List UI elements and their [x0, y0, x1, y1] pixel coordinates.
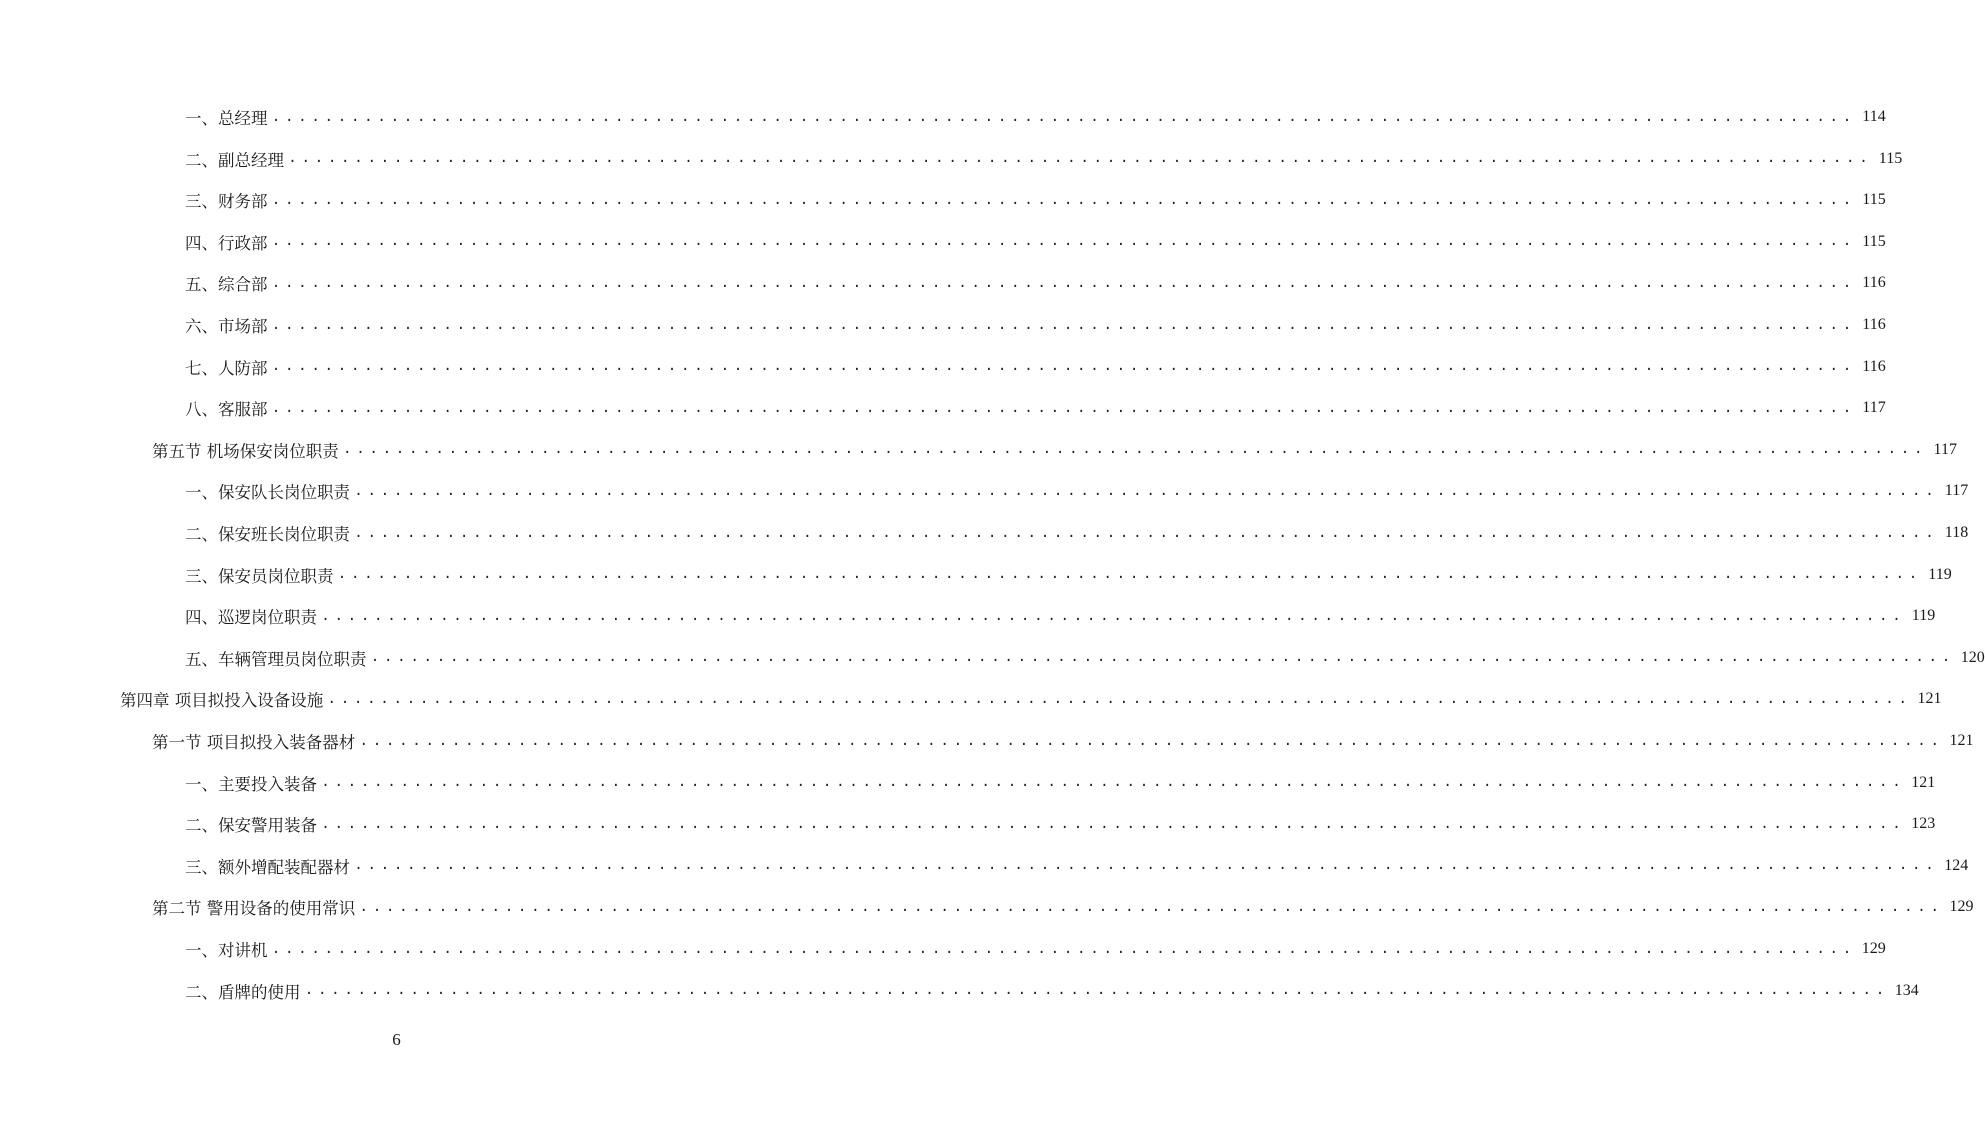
toc-entry: [152, 436, 1957, 464]
toc-leader-dots: ........................................................................................................................: [321, 774, 1906, 792]
toc-leader-dots: ........................................................................................................................: [271, 358, 1856, 376]
toc-leader-dots: ........................................................................................................................: [342, 441, 1927, 459]
toc-entry: [185, 186, 1886, 214]
toc-leader-dots: ........................................................................................................................: [321, 607, 1906, 625]
toc-entry-page: 123: [1911, 815, 1936, 833]
toc-entry-title: 三、额外增配装配器材: [185, 857, 350, 877]
toc-entry: [185, 561, 1952, 589]
toc-entry: [185, 103, 1886, 131]
toc-entry: [185, 228, 1886, 256]
toc-entry-title: 二、保安警用装备: [185, 816, 317, 836]
toc-entry-page: 120: [1960, 648, 1985, 666]
toc-entry: [185, 602, 1936, 630]
toc-entry-title: 六、市场部: [185, 317, 268, 336]
toc-entry-title: 一、总经理: [185, 109, 268, 128]
page-number: 6: [392, 1030, 401, 1049]
toc-entry-title: 七、人防部: [185, 358, 268, 378]
toc-leader-dots: ........................................................................................................................: [354, 524, 1939, 542]
toc-entry: [185, 477, 1969, 505]
toc-entry: [185, 852, 1969, 880]
toc-entry-title: 第一节 项目拟投入装备器材: [152, 733, 356, 752]
toc-entry: [185, 145, 1903, 173]
toc-entry-title: 二、盾牌的使用: [185, 982, 301, 1002]
toc-entry-title: 五、车辆管理员岗位职责: [185, 649, 367, 669]
toc-entry-page: 129: [1949, 898, 1974, 916]
toc-leader-dots: ........................................................................................................................: [354, 482, 1939, 500]
toc-entry-page: 115: [1878, 149, 1903, 167]
toc-leader-dots: ........................................................................................................................: [327, 690, 1912, 708]
toc-entry-page: 117: [1944, 482, 1969, 500]
toc-entry-title: 一、保安队长岗位职责: [185, 483, 350, 503]
toc-leader-dots: ........................................................................................................................: [271, 274, 1856, 292]
toc-entry-page: 119: [1928, 565, 1952, 583]
toc-leader-dots: ........................................................................................................................: [370, 649, 1955, 667]
toc-leader-dots: ........................................................................................................................: [271, 233, 1856, 251]
toc-entry-title: 四、巡逻岗位职责: [185, 608, 317, 628]
toc-leader-dots: ........................................................................................................................: [359, 898, 1944, 916]
toc-entry: [185, 311, 1886, 339]
toc-entry: [185, 394, 1886, 422]
toc-entry-page: 116: [1862, 316, 1886, 333]
toc-entry-page: 119: [1911, 607, 1936, 625]
toc-entry: [185, 644, 1985, 672]
toc-leader-dots: ........................................................................................................................: [271, 191, 1856, 209]
toc-leader-dots: ........................................................................................................................: [337, 566, 1922, 584]
toc-entry-page: 117: [1862, 399, 1886, 417]
toc-leader-dots: ........................................................................................................................: [304, 982, 1889, 1000]
toc-entry-title: 一、主要投入装备: [185, 774, 317, 794]
toc-entry: [185, 269, 1886, 297]
toc-entry-page: 121: [1911, 773, 1936, 791]
toc-entry: [120, 685, 1942, 713]
toc-entry: [185, 977, 1919, 1005]
toc-leader-dots: ........................................................................................................................: [354, 857, 1939, 875]
toc-entry-title: 二、保安班长岗位职责: [185, 525, 350, 544]
toc-entry-page: 114: [1862, 108, 1886, 125]
toc-entry-title: 第五节 机场保安岗位职责: [152, 441, 339, 461]
toc-entry-page: 134: [1894, 981, 1919, 999]
toc-entry-page: 124: [1944, 856, 1969, 874]
toc-entry: [185, 519, 1969, 547]
toc-entry-title: 一、对讲机: [185, 941, 268, 960]
toc-entry: [185, 769, 1936, 797]
toc-entry-page: 129: [1861, 940, 1886, 957]
toc-entry-title: 第二节 警用设备的使用常识: [152, 899, 356, 919]
toc-entry: [152, 893, 1974, 921]
toc-entry-page: 117: [1933, 440, 1957, 458]
toc-leader-dots: ........................................................................................................................: [271, 940, 1856, 958]
toc-entry-title: 四、行政部: [185, 233, 268, 253]
toc-entry-page: 116: [1862, 274, 1886, 292]
toc-entry-title: 三、保安员岗位职责: [185, 566, 334, 586]
toc-entry: [185, 810, 1936, 838]
toc-entry-page: 115: [1862, 191, 1886, 209]
toc-leader-dots: ........................................................................................................................: [321, 815, 1906, 833]
toc-entry-title: 第四章 项目拟投入设备设施: [120, 691, 324, 711]
toc-entry-title: 二、副总经理: [185, 150, 284, 170]
toc-entry-page: 116: [1862, 357, 1886, 375]
toc-entry: [185, 935, 1886, 963]
toc-entry: [185, 353, 1886, 381]
toc-entry-page: 121: [1917, 690, 1942, 708]
toc-leader-dots: ........................................................................................................................: [271, 399, 1856, 417]
toc-leader-dots: ........................................................................................................................: [359, 732, 1944, 750]
toc-leader-dots: ........................................................................................................................: [271, 316, 1856, 334]
toc-entry-title: 五、综合部: [185, 275, 268, 295]
toc-entry-page: 121: [1949, 732, 1974, 749]
toc-leader-dots: ........................................................................................................................: [271, 108, 1856, 126]
toc-entry-title: 八、客服部: [185, 400, 268, 420]
toc-entry-page: 118: [1944, 524, 1969, 541]
toc-entry-title: 三、财务部: [185, 192, 268, 212]
toc-leader-dots: ........................................................................................................................: [288, 150, 1873, 168]
toc-entry: [152, 727, 1974, 755]
toc-entry-page: 115: [1862, 232, 1886, 250]
